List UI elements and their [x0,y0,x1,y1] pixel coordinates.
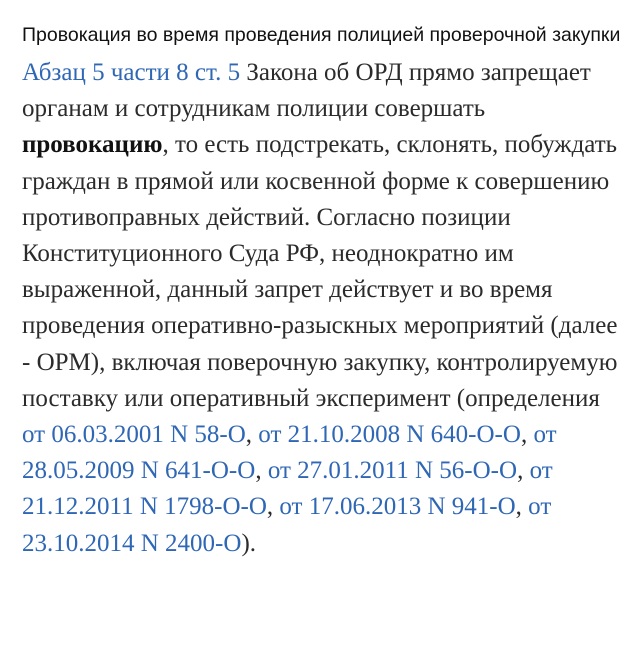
article-paragraph [22,55,622,562]
paragraph-text: , то есть подстрекать, склонять, побуждать граждан в прямой или косвенной форме к совершению противоправных действий. Согласно позиции Конституционного Суда РФ, неоднократно им выраженной, данный запрет действует и во время проведения оперативно-разыскных мероприятий (далее - ОРМ), включая поверочную закупку, контролируемую поставку или оперативный эксперимент (определения [22,131,618,412]
separator: , [266,493,280,521]
paragraph-text: Закона об ОРД прямо запрещает органам и сотрудникам полиции совершать [22,59,591,123]
ruling-link[interactable]: от 27.01.2011 N 56-О-О [267,457,518,485]
separator: , [520,421,534,449]
article [22,18,622,562]
ruling-link[interactable]: от 28.05.2009 N 641-О-О [22,421,557,485]
law-article-link[interactable]: Абзац 5 части 8 ст. 5 [22,59,241,86]
separator: , [255,457,268,485]
separator: , [517,457,530,485]
separator: , [515,493,529,521]
closing-text: ). [241,529,257,557]
separator: , [245,421,259,449]
bold-term: провокацию [22,131,163,159]
ruling-link[interactable]: от 06.03.2001 N 58-О [22,421,246,449]
section-heading: Провокация во время проведения полицией проверочной закупки [22,24,621,46]
ruling-link[interactable]: от 17.06.2013 N 941-О [279,493,516,521]
ruling-link[interactable]: от 21.10.2008 N 640-О-О [258,421,521,449]
ruling-link[interactable]: от 23.10.2014 N 2400-О [22,493,552,557]
ruling-link[interactable]: от 21.12.2011 N 1798-О-О [22,457,553,521]
